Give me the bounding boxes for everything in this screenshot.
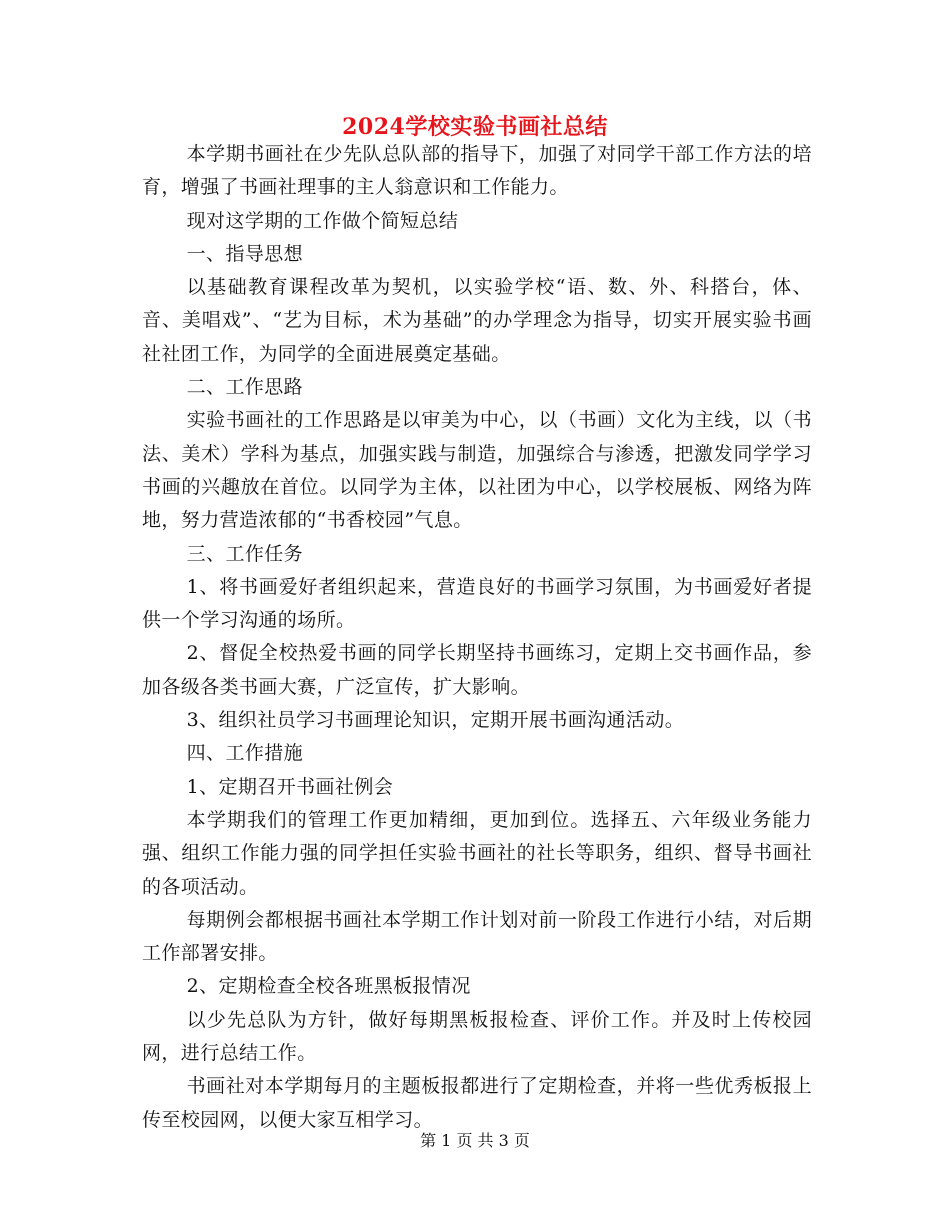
paragraph: 现对这学期的工作做个简短总结 (186, 209, 459, 232)
document-body (142, 138, 812, 1137)
page-number-footer: 第 1 页 共 3 页 (420, 1131, 530, 1150)
document-title: 2024学校实验书画社总结 (342, 114, 608, 140)
paragraph: 以基础教育课程改革为契机，以实验学校“语、数、外、科搭台，体、音、美唱戏”、“艺为目标，术为基础”的办学理念为指导，切实开展实验书画社社团工作，为同学的全面进展奠定基础。 (142, 276, 812, 365)
subsection-heading: 1、定期召开书画社例会 (186, 775, 394, 798)
paragraph: 本学期我们的管理工作更加精细，更加到位。选择五、六年级业务能力强、组织工作能力强的同学担任实验书画社的社长等职务，组织、督导书画社的各项活动。 (142, 808, 812, 898)
section-heading: 二、工作思路 (186, 376, 304, 399)
list-item: 1、将书画爱好者组织起来，营造良好的书画学习氛围，为书画爱好者提供一个学习沟通的场所。 (142, 575, 812, 632)
paragraph: 每期例会都根据书画社本学期工作计划对前一阶段工作进行小结，对后期工作部署安排。 (142, 908, 812, 965)
list-item: 2、督促全校热爱书画的同学长期坚持书画练习，定期上交书画作品，参加各级各类书画大赛，广泛宣传，扩大影响。 (142, 642, 812, 698)
section-heading: 四、工作措施 (186, 742, 304, 765)
paragraph: 实验书画社的工作思路是以审美为中心，以（书画）文化为主线，以（书法、美术）学科为基点，加强实践与制造，加强综合与渗透，把激发同学学习书画的兴趣放在首位。以同学为主体，以社团为中心，以学校展板、网络为阵地，努力营造浓郁的“书香校园”气息。 (142, 409, 812, 532)
paragraph: 本学期书画社在少先队总队部的指导下，加强了对同学干部工作方法的培育，增强了书画社理事的主人翁意识和工作能力。 (142, 143, 812, 199)
section-heading: 三、工作任务 (186, 542, 304, 565)
list-item: 3、组织社员学习书画理论知识，定期开展书画沟通活动。 (186, 709, 685, 732)
paragraph: 以少先总队为方针，做好每期黑板报检查、评价工作。并及时上传校园网，进行总结工作。 (142, 1008, 812, 1065)
subsection-heading: 2、定期检查全校各班黑板报情况 (186, 975, 471, 998)
paragraph: 书画社对本学期每月的主题板报都进行了定期检查，并将一些优秀板报上传至校园网，以便大家互相学习。 (142, 1075, 812, 1131)
section-heading: 一、指导思想 (186, 242, 304, 265)
